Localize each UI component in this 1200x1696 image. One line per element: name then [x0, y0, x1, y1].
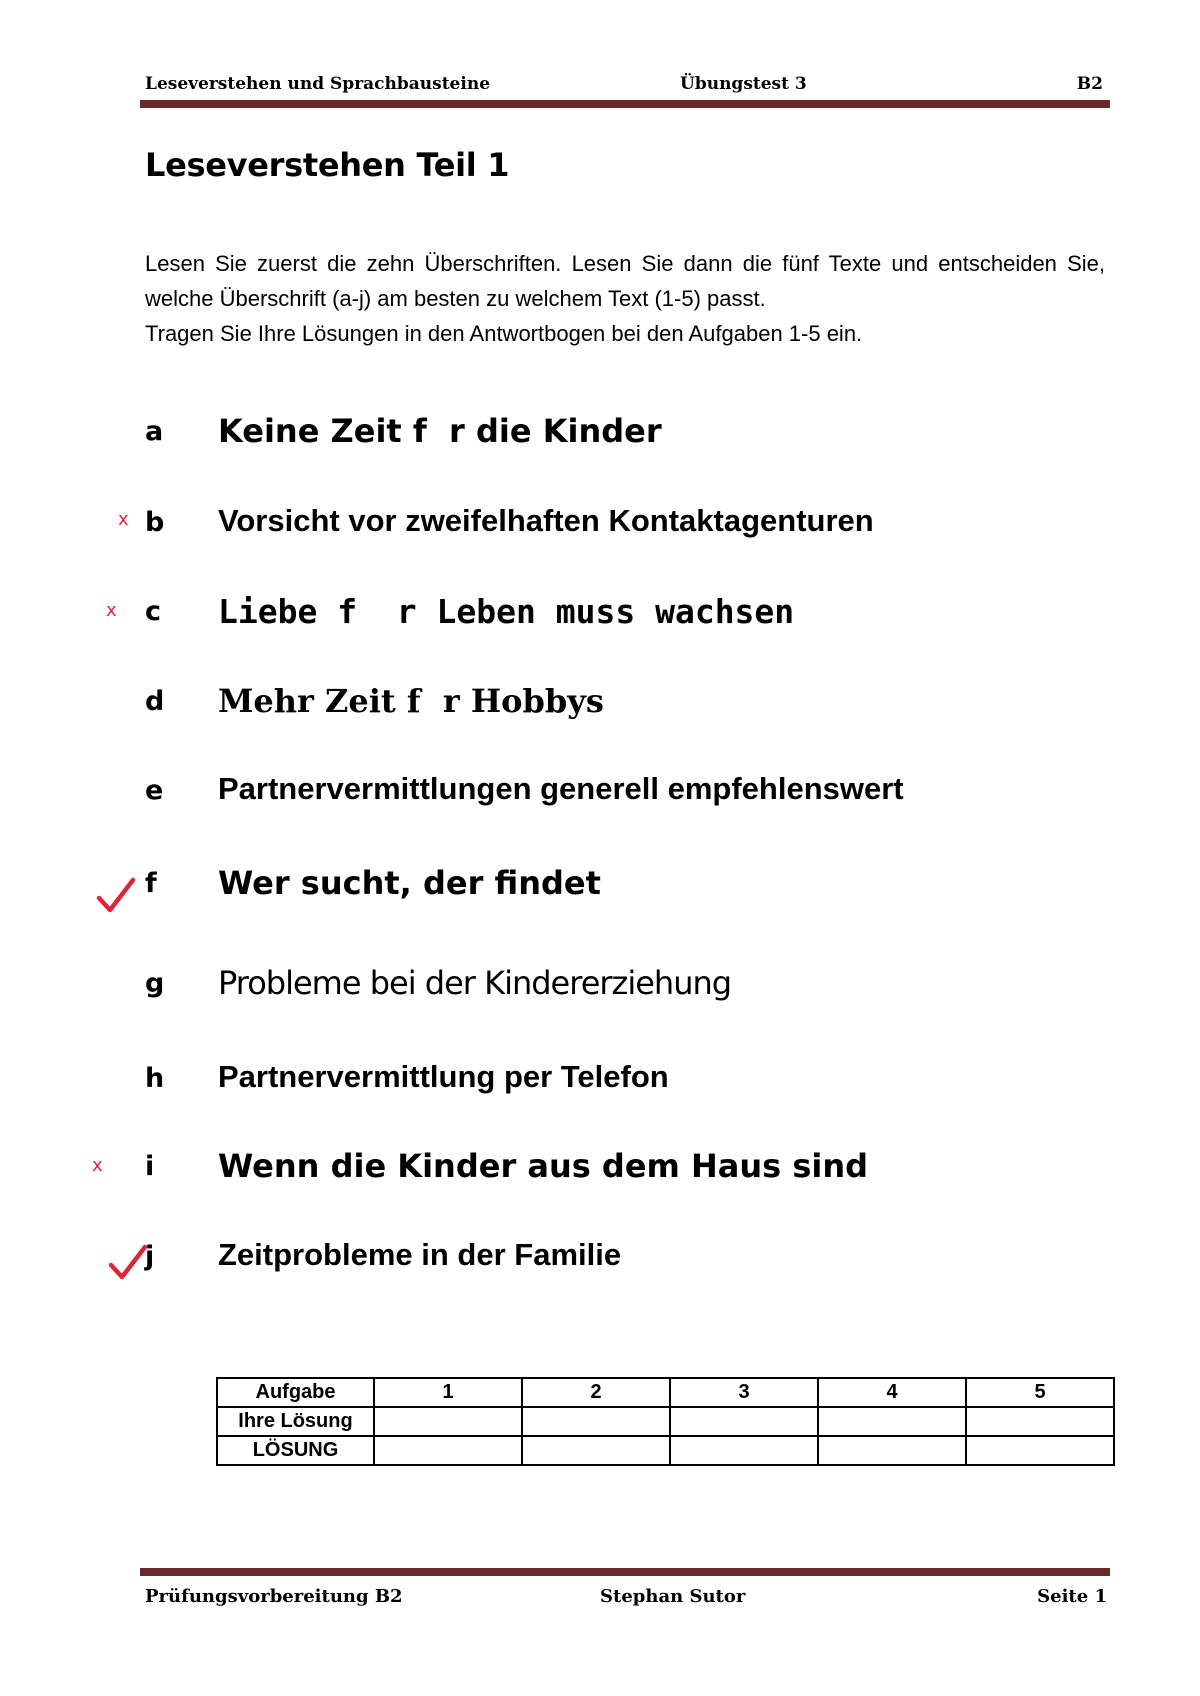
cross-mark-icon: x [106, 600, 117, 621]
cross-mark-icon: x [92, 1155, 103, 1176]
footer-center: Stephan Sutor [600, 1586, 746, 1607]
answer-cell[interactable] [670, 1407, 818, 1436]
heading-letter: e [145, 775, 164, 806]
instructions [145, 246, 1105, 351]
table-task-number: 2 [522, 1378, 670, 1407]
heading-a [0, 412, 1200, 476]
heading-letter: i [145, 1151, 155, 1182]
instruction-line-1: Lesen Sie zuerst die zehn Überschriften. Lesen Sie dann die fünf Texte und entscheiden Sie, welche Überschrift (a-j) am besten zu welchem Text (1-5) passt. [145, 251, 1105, 311]
heading-text: Zeitprobleme in der Familie [218, 1237, 622, 1272]
footer-rule [140, 1568, 1110, 1576]
heading-e [0, 771, 1200, 835]
heading-letter: d [145, 686, 165, 717]
table-header-label: Aufgabe [217, 1378, 374, 1407]
table-row-label: LÖSUNG [217, 1436, 374, 1465]
heading-g [0, 964, 1200, 1028]
solution-cell [670, 1436, 818, 1465]
solution-cell [522, 1436, 670, 1465]
table-task-number: 4 [818, 1378, 966, 1407]
heading-h [0, 1059, 1200, 1123]
heading-text: Keine Zeit f r die Kinder [218, 412, 662, 450]
page-header [145, 74, 1107, 98]
table-header-row [217, 1378, 1114, 1407]
table-task-number: 5 [966, 1378, 1114, 1407]
footer-left: Prüfungsvorbereitung B2 [145, 1586, 403, 1607]
heading-c [0, 592, 1200, 656]
cross-mark-icon: x [118, 509, 129, 530]
heading-text: Wer sucht, der findet [218, 864, 601, 902]
solution-cell [818, 1436, 966, 1465]
heading-letter: g [145, 968, 165, 999]
footer-right: Seite 1 [1037, 1586, 1107, 1607]
check-mark-icon [108, 1243, 148, 1283]
heading-letter: f [145, 868, 157, 899]
table-row-label: Ihre Lösung [217, 1407, 374, 1436]
table-row-solution [217, 1436, 1114, 1465]
heading-f [0, 864, 1200, 928]
heading-letter: c [145, 596, 162, 627]
solution-cell [374, 1436, 522, 1465]
heading-text: Vorsicht vor zweifelhaften Kontaktagenturen [218, 503, 874, 538]
heading-text: Partnervermittlungen generell empfehlenswert [218, 771, 904, 806]
page-title: Leseverstehen Teil 1 [145, 146, 510, 184]
instruction-line-2: Tragen Sie Ihre Lösungen in den Antwortbogen bei den Aufgaben 1-5 ein. [145, 321, 863, 346]
heading-text: Partnervermittlung per Telefon [218, 1059, 669, 1094]
page-footer [145, 1586, 1107, 1612]
heading-text: Liebe f r Leben muss wachsen [218, 592, 795, 631]
heading-b [0, 503, 1200, 567]
table-task-number: 1 [374, 1378, 522, 1407]
heading-text: Probleme bei der Kindererziehung [218, 964, 732, 1002]
solution-cell [966, 1436, 1114, 1465]
check-mark-icon [96, 876, 136, 916]
header-left: Leseverstehen und Sprachbausteine [145, 74, 491, 94]
table-task-number: 3 [670, 1378, 818, 1407]
table-row-your-answer [217, 1407, 1114, 1436]
answer-cell[interactable] [374, 1407, 522, 1436]
heading-text: Mehr Zeit f r Hobbys [218, 682, 604, 720]
heading-letter: a [145, 416, 164, 447]
heading-j [0, 1237, 1200, 1301]
header-center: Übungstest 3 [680, 74, 807, 94]
answer-cell[interactable] [522, 1407, 670, 1436]
header-rule [140, 100, 1110, 108]
heading-text: Wenn die Kinder aus dem Haus sind [218, 1147, 869, 1185]
heading-letter: b [145, 507, 165, 538]
header-right: B2 [1076, 74, 1103, 94]
answer-table [216, 1377, 1115, 1466]
answer-cell[interactable] [818, 1407, 966, 1436]
heading-letter: h [145, 1063, 165, 1094]
heading-i [0, 1147, 1200, 1211]
answer-cell[interactable] [966, 1407, 1114, 1436]
heading-d [0, 682, 1200, 746]
heading-letter: j [145, 1241, 155, 1272]
